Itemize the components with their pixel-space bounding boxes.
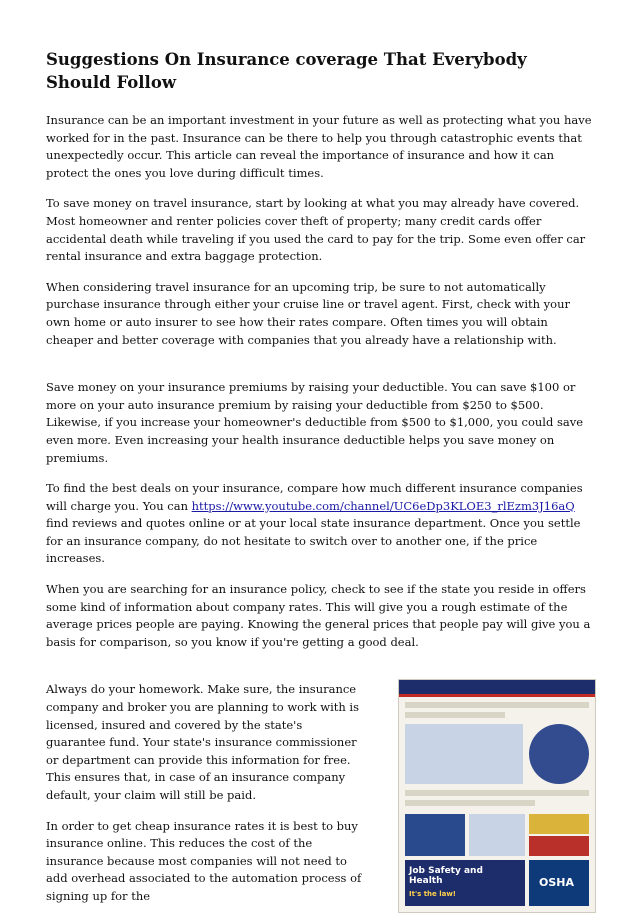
float-section <box>46 681 594 905</box>
paragraph-8: In order to get cheap insurance rates it is best to buy insurance online. This reduces the cost of the insurance because most companies will not need to add overhead associated to the automation process of signing up for the <box>46 818 362 903</box>
poster-title: Job Safety and Health <box>409 866 483 887</box>
document-page <box>46 48 594 919</box>
link-paragraph-after: find reviews and quotes online or at your local state insurance department. Once you settle for an insurance company, do not hesitate to switch over to another one, if the price increases. <box>46 516 581 566</box>
link-paragraph-before: To find the best deals on your insurance, compare how much different insurance companies will charge you. You can <box>46 481 583 513</box>
paragraph-6: When you are searching for an insurance policy, check to see if the state you reside in offers some kind of information about company rates. This will give you a rough estimate of the average prices people are paying. Knowing the general prices that people pay will give you a basis for comparison, so you know if you're getting a good deal. <box>46 582 591 649</box>
paragraph-with-link <box>46 480 594 568</box>
job-safety-poster-image <box>398 679 596 913</box>
poster-tagline: It's the law! <box>409 890 456 899</box>
paragraph-3: When considering travel insurance for an upcoming trip, be sure to not automatically purchase insurance through either your cruise line or travel agent. First, check with your own home or auto insurer to see how their rates compare. Often times you will obtain cheaper and better coverage with companies that you already have a relationship with. <box>46 279 571 347</box>
page-title: Suggestions On Insurance coverage That Everybody Should Follow <box>46 50 527 92</box>
paragraph-4: Save money on your insurance premiums by raising your deductible. You can save $100 or more on your auto insurance premium by raising your deductible from $250 to $500. Likewise, if you increase your homeowner's deductible from $500 to $1,000, you could save even more. Even increasing your health insurance deductible helps you save money on premiums. <box>46 380 584 465</box>
youtube-channel-link[interactable]: https://www.youtube.com/channel/UC6eDp3KLOE3_rlEzm3J16aQ <box>191 498 575 513</box>
paragraph-1: Insurance can be an important investment in your future as well as protecting what you have worked for in the past. Insurance can be there to help you through catastrophic events that unexpectedly occur. This article can reveal the importance of insurance and how it can protect the ones you love during difficult times. <box>46 113 592 180</box>
paragraph-2: To save money on travel insurance, start by looking at what you may already have covered. Most homeowner and renter policies cover theft of property; many credit cards offer accidental death while traveling if you used the card to pay for the trip. Some even offer car rental insurance and extra baggage protection. <box>46 196 586 264</box>
paragraph-7: Always do your homework. Make sure, the insurance company and broker you are planning to work with is licensed, insured and covered by the state's guarantee fund. Your state's insurance commissioner or department can provide this information for free. This ensures that, in case of an insurance company default, your claim will still be paid. <box>46 682 360 802</box>
poster-badge: OSHA <box>539 876 574 890</box>
